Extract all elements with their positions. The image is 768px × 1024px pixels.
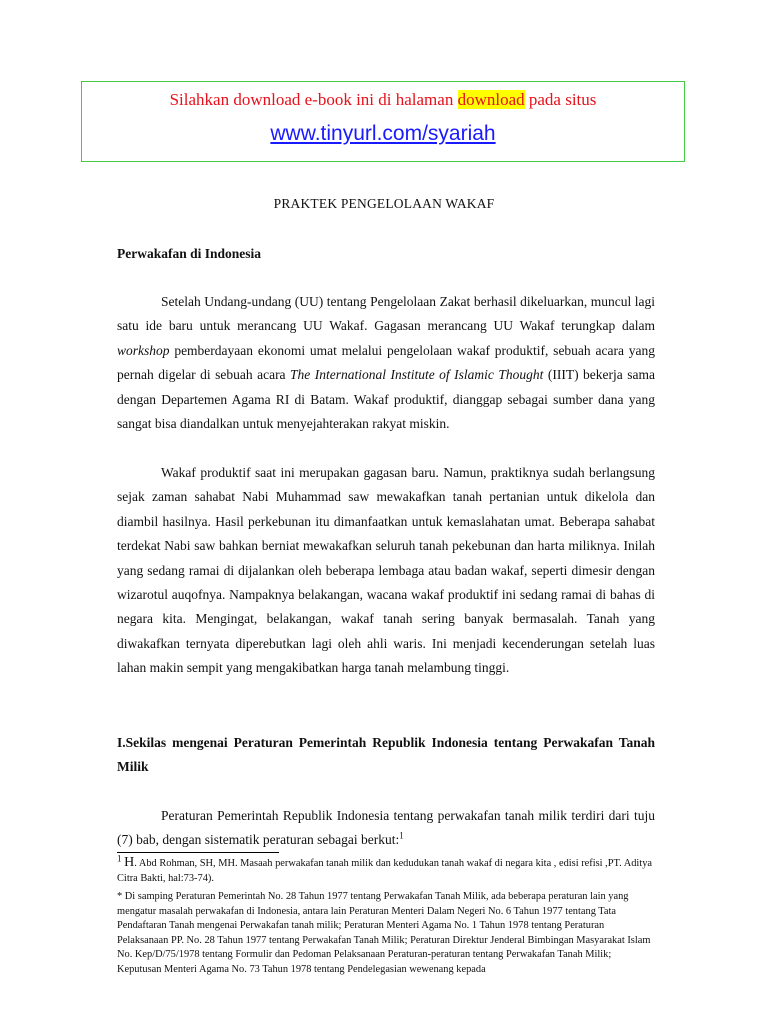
footnote-separator <box>117 852 279 853</box>
paragraph-1-italic-workshop: workshop <box>117 342 170 358</box>
banner-url-link[interactable]: www.tinyurl.com/syariah <box>270 122 496 145</box>
section-heading-peraturan: I.Sekilas mengenai Peraturan Pemerintah Republik Indonesia tentang Perwakafan Tanah Milik <box>117 735 655 775</box>
footnote-1 <box>117 853 657 886</box>
paragraph-1-text-e: (IIIT) bekerja sama dengan Departemen Agama RI di Batam. Wakaf produktif, dianggap sebagai sumber dana yang sangat bisa diandalkan untuk menyejahterakan rakyat miskin. <box>117 367 655 432</box>
paragraph-1-italic-iiit: The International Institute of Islamic Thought <box>290 367 544 383</box>
paragraph-2-text: Wakaf produktif saat ini merupakan gagasan baru. Namun, praktiknya sudah berlangsung sejak zaman sahabat Nabi Muhammad saw mewakafkan tanah pertanian untuk dikelola dan diambil hasilnya. Hasil perkebunan itu dimanfaatkan untuk kemaslahatan umat. Beberapa sahabat terdekat Nabi saw bahkan berniat mewakafkan seluruh tanah pekebunan dan harta miliknya. Inilah yang sedang ramai di dijalankan oleh beberapa lembaga atau badan wakaf, seperti dimesir dengan wizarotul auqofnya. Nampaknya belakangan, wacana wakaf produktif ini sedang ramai di bahas di negara kita. Mengingat, belakangan, wakaf tanah sering banyak bermasalah. Tanah yang diwakafkan ternyata diperebutkan lagi oleh ahli waris. Ini menjadi kecenderungan setelah luas lahan makin sempit yang mengakibatkan harga tanah melambung tinggi. <box>117 465 655 676</box>
banner-message <box>82 90 684 110</box>
footnote-2-mark: * <box>117 891 123 902</box>
footnote-ref-1[interactable]: 1 <box>399 830 404 841</box>
footnote-1-text: . Abd Rohman, SH, MH. Masaah perwakafan tanah milik dan kedudukan tanah wakaf di negara kita , edisi refisi ,PT. Aditya Citra Bakti, hal:73-74). <box>117 858 652 884</box>
footnote-2-text: Di samping Peraturan Pemerintah No. 28 Tahun 1977 tentang Perwakafan Tanah Milik, ada beberapa peraturan lain yang mengatur masalah perwakafan di Indonesia, antara lain Peraturan Menteri Dalam Negeri No. 6 Tahun 1977 tentang Tata Pendaftaran Tanah mengenai Perwakafan tanah milik; Peraturan Menteri Agama No. 1 Tahun 1978 tentang Peraturan Pelaksanaan PP. No. 28 Tahun 1977 tentang Perwakafan Tanah Milik; Peraturan Direktur Jenderal Bimbingan Masyarakat Islam No. Kep/D/75/1978 tentang Formulir dan Pedoman Pelaksanaan Peraturan-peraturan tentang Perwakafan Tanah Milik; Keputusan Menteri Agama No. 73 Tahun 1978 tentang Pendelegasian wewenang kepada <box>117 891 651 975</box>
paragraph-3 <box>117 804 655 853</box>
footnote-2 <box>117 890 657 978</box>
banner-download-highlight: download <box>457 90 525 109</box>
banner-text-after: pada situs <box>524 90 597 109</box>
paragraph-1 <box>117 290 655 436</box>
banner-text-before: Silahkan download e-book ini di halaman <box>169 90 458 109</box>
download-banner <box>81 81 685 162</box>
document-title: PRAKTEK PENGELOLAAN WAKAF <box>273 196 495 211</box>
footnote-1-initial: H <box>124 855 135 870</box>
footnote-1-mark: 1 <box>117 853 122 864</box>
paragraph-2 <box>117 461 655 681</box>
paragraph-3-text: Peraturan Pemerintah Republik Indonesia tentang perwakafan tanah milik terdiri dari tuju (7) bab, dengan sistematik peraturan sebagai berkut: <box>117 808 655 848</box>
paragraph-1-text-c: pemberdayaan ekonomi umat melalui pengelolaan wakaf produktif, sebuah acara yang pernah digelar di sebuah acara <box>117 342 655 383</box>
section-heading-perwakafan: Perwakafan di Indonesia <box>117 246 262 261</box>
paragraph-1-text-a: Setelah Undang-undang (UU) tentang Pengelolaan Zakat berhasil dikeluarkan, muncul lagi satu ide baru untuk merancang UU Wakaf. Gagasan merancang UU Wakaf terungkap dalam <box>117 294 655 334</box>
